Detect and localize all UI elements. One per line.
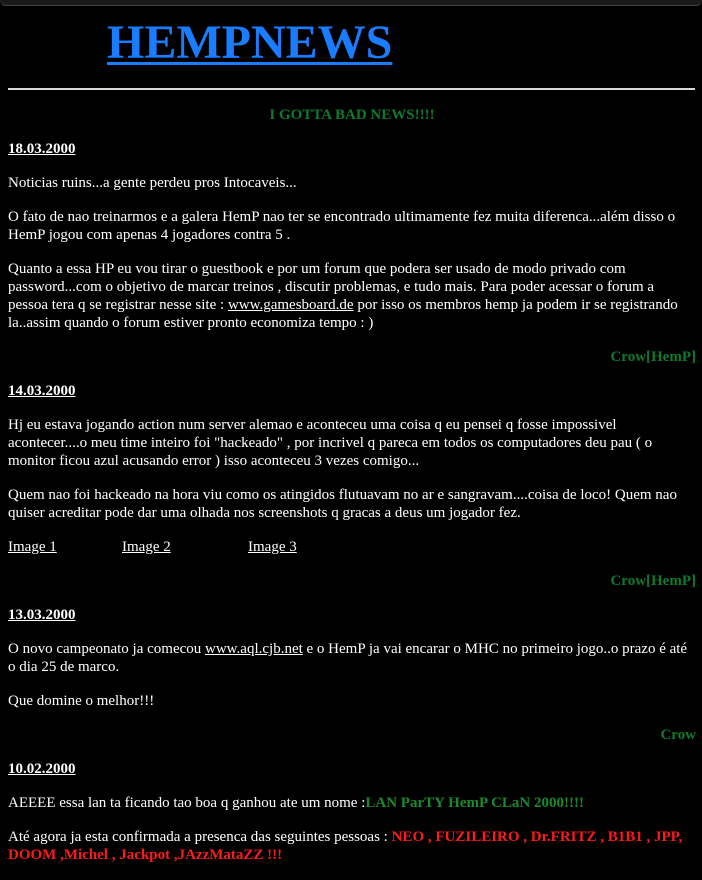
post-text: por isso os membros hemp ja podem ir se registrando la..assim quando o forum estiver pronto economiza tempo : ) [8, 297, 678, 331]
news-post [8, 382, 696, 590]
post-date: 14.03.2000 [8, 383, 76, 399]
site-logo[interactable]: HEMPNEWS [107, 16, 393, 69]
news-post [8, 760, 696, 864]
news-content [8, 106, 696, 880]
post-paragraph [8, 828, 696, 864]
image-2-link[interactable]: Image 2 [122, 539, 171, 555]
window-top-bar [0, 0, 702, 6]
post-paragraph: O fato de nao treinarmos e a galera HemP nao ter se encontrado ultimamente fez muita diferenca...além disso o HemP jogou com apenas 4 jogadores contra 5 . [8, 209, 676, 243]
post-paragraph: Quem nao foi hackeado na hora viu como os atingidos flutuavam no ar e sangravam....coisa de loco! Quem nao quiser acreditar pode dar uma olhada nos screenshots q gracas a deus um jogador fez. [8, 487, 677, 521]
post-text: AEEEE essa lan ta ficando tao boa q ganhou ate um nome : [8, 795, 366, 811]
news-post [8, 606, 696, 744]
post-paragraph [8, 260, 696, 332]
post-paragraph [8, 640, 696, 676]
aql-link[interactable]: www.aql.cjb.net [205, 641, 303, 657]
post-signature: Crow[HemP] [610, 349, 696, 365]
header-divider [8, 88, 695, 90]
post-paragraph: Noticias ruins...a gente perdeu pros Intocaveis... [8, 175, 297, 191]
post-paragraph: Hj eu estava jogando action num server alemao e aconteceu uma coisa q eu pensei q fosse impossivel acontecer....o meu time inteiro foi "hackeado" , por incrivel q pareca em todos os computadores deu pau ( o monitor ficou azul acusando error ) isso aconteceu 3 vezes comigo... [8, 417, 653, 469]
post-paragraph [8, 794, 696, 812]
post-date: 10.02.2000 [8, 761, 76, 777]
news-post [8, 140, 696, 366]
post-text: O novo campeonato ja comecou [8, 641, 206, 657]
post-signature: Crow[HemP] [610, 573, 696, 589]
post-text: e o HemP ja vai encarar o MHC no primeiro jogo..o prazo é até o dia 25 de marco. [8, 641, 688, 675]
post-signature: Crow [660, 727, 696, 743]
post-date: 18.03.2000 [8, 141, 76, 157]
post-text: Quanto a essa HP eu vou tirar o guestbook e por um forum que podera ser usado de modo privado com password...com o objetivo de marcar treinos , discutir problemas, e tudo mais. Para poder acessar o forum a pessoa tera q se registrar nesse site : [8, 261, 655, 313]
gamesboard-link[interactable]: www.gamesboard.de [227, 297, 354, 313]
attendee-names: NEO , FUZILEIRO , Dr.FRITZ , B1B1 , JPP, DOOM ,Michel , Jackpot ,JAzzMataZZ !!! [8, 829, 683, 863]
lan-party-name: LAN ParTY HemP CLaN 2000!!!! [365, 795, 584, 811]
post-text: Até agora ja esta confirmada a presenca das seguintes pessoas : [8, 829, 392, 845]
image-3-link[interactable]: Image 3 [248, 539, 297, 555]
post-date: 13.03.2000 [8, 607, 76, 623]
post-paragraph: Que domine o melhor!!! [8, 693, 155, 709]
screenshot-links [8, 538, 696, 556]
headline: I GOTTA BAD NEWS!!!! [269, 107, 435, 123]
image-1-link[interactable]: Image 1 [8, 539, 57, 555]
